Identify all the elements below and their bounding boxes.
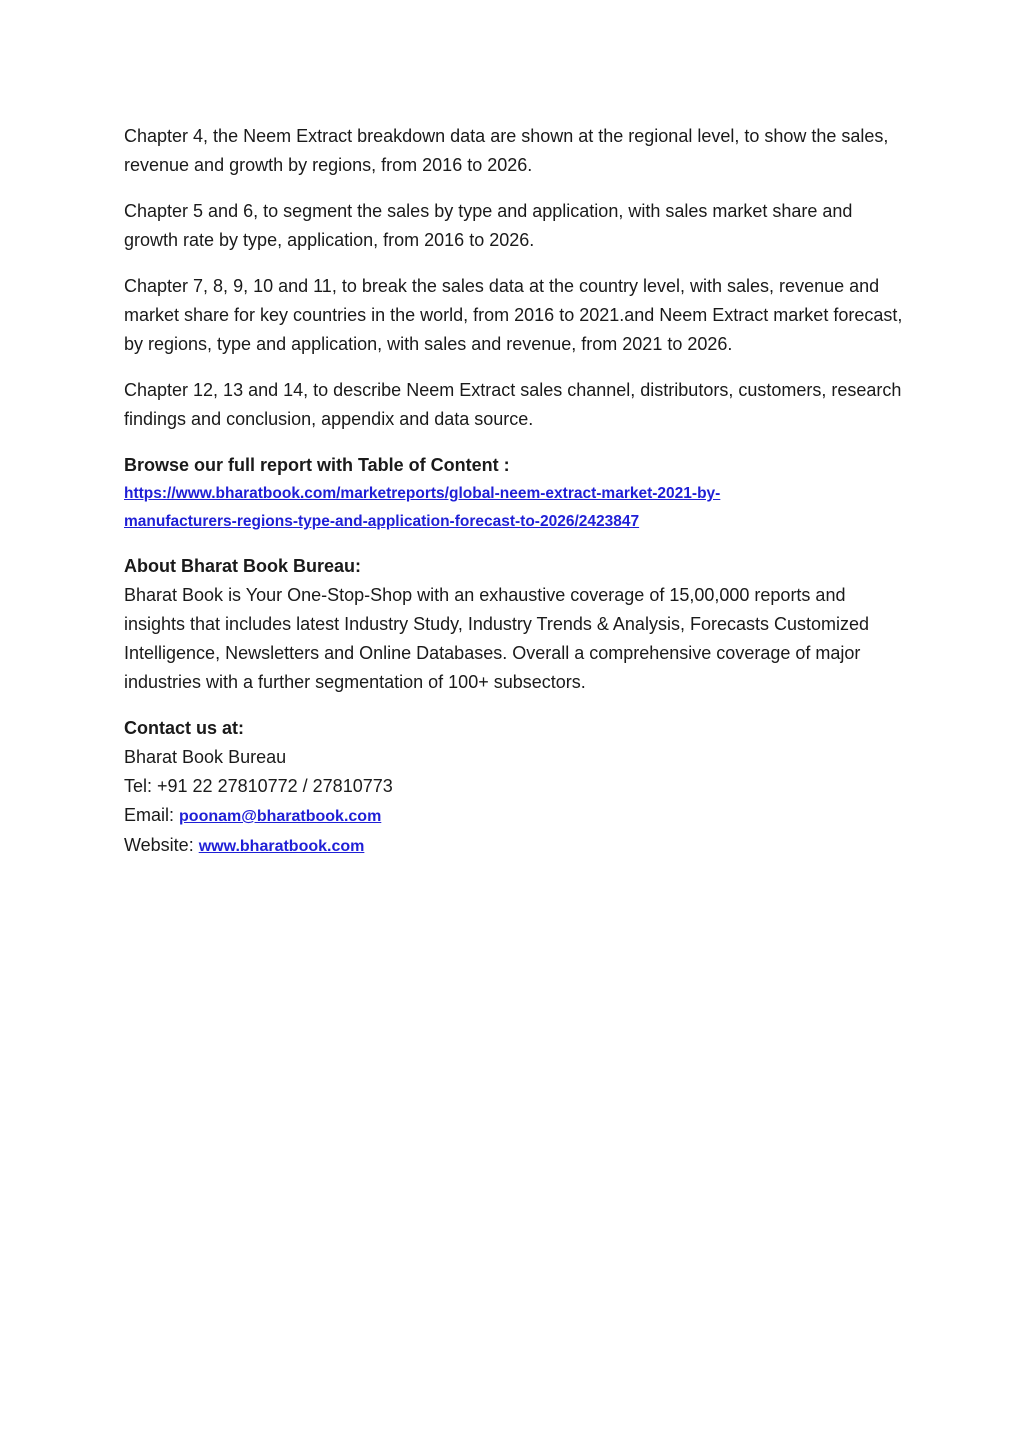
email-label: Email:	[124, 805, 180, 825]
about-section	[124, 552, 904, 697]
contact-section	[124, 714, 904, 861]
report-link[interactable]	[124, 485, 720, 530]
paragraph-chapter-5-6: Chapter 5 and 6, to segment the sales by type and application, with sales market share and growth rate by type, application, from 2016 to 2026.	[124, 201, 853, 250]
contact-website-row	[124, 831, 904, 861]
about-heading: About Bharat Book Bureau:	[124, 556, 362, 576]
website-link[interactable]: www.bharatbook.com	[198, 838, 365, 855]
contact-tel: Tel: +91 22 27810772 / 27810773	[124, 776, 393, 796]
about-text: Bharat Book is Your One-Stop-Shop with an exhaustive coverage of 15,00,000 reports and insights that includes latest Industry Study, Industry Trends & Analysis, Forecasts Customized Intelligence, Newsletters and Online Databases. Overall a comprehensive coverage of major industries with a further segmentation of 100+ subsectors.	[124, 585, 870, 692]
website-label: Website:	[124, 835, 199, 855]
paragraph-chapter-12-14: Chapter 12, 13 and 14, to describe Neem Extract sales channel, distributors, customers, research findings and conclusion, appendix and data source.	[124, 380, 902, 429]
report-link-line-1: https://www.bharatbook.com/marketreports/global-neem-extract-market-2021-by-	[124, 485, 721, 502]
contact-email-row	[124, 801, 904, 831]
email-link[interactable]: poonam@bharatbook.com	[179, 808, 382, 825]
document-page	[124, 122, 904, 861]
paragraph-chapter-4: Chapter 4, the Neem Extract breakdown data are shown at the regional level, to show the sales, revenue and growth by regions, from 2016 to 2026.	[124, 126, 889, 175]
browse-heading: Browse our full report with Table of Content :	[124, 455, 510, 475]
contact-heading: Contact us at:	[124, 718, 245, 738]
report-link-block	[124, 480, 904, 536]
report-link-line-2: manufacturers-regions-type-and-application-forecast-to-2026/2423847	[124, 513, 640, 530]
contact-company: Bharat Book Bureau	[124, 747, 287, 767]
paragraph-chapter-7-11: Chapter 7, 8, 9, 10 and 11, to break the sales data at the country level, with sales, revenue and market share for key countries in the world, from 2016 to 2021.and Neem Extract market forecast, by regions, type and application, with sales and revenue, from 2021 to 2026.	[124, 276, 903, 354]
